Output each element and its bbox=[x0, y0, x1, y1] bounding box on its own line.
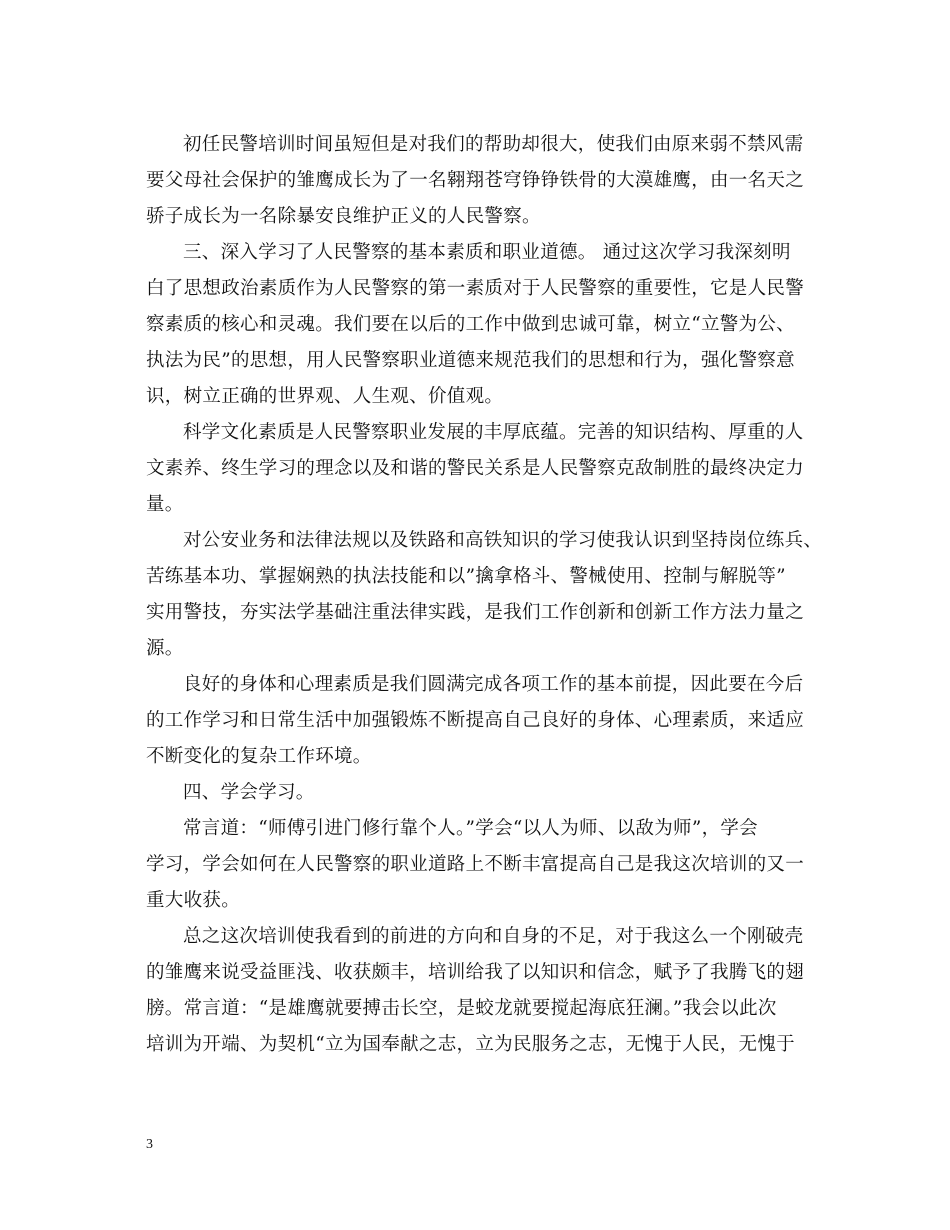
text-line: 良好的身体和心理素质是我们圆满完成各项工作的基本前提，因此要在今后 bbox=[183, 674, 804, 695]
text-line: 执法为民”的思想，用人民警察职业道德来规范我们的思想和行为，强化警察意 bbox=[146, 350, 795, 371]
text-line: 四、学会学习。 bbox=[183, 782, 315, 803]
page-number: 3 bbox=[146, 1137, 153, 1152]
text-line: 的工作学习和日常生活中加强锻炼不断提高自己良好的身体、心理素质，来适应 bbox=[146, 710, 805, 731]
text-line: 量。 bbox=[146, 494, 184, 515]
text-line: 常言道：“师傅引进门修行靠个人。”学会“以人为师、以敌为师”，学会 bbox=[183, 818, 758, 839]
text-line: 白了思想政治素质作为人民警察的第一素质对于人民警察的重要性，它是人民警 bbox=[146, 278, 805, 299]
text-line: 培训为开端、为契机“立为国奉献之志，立为民服务之志，无愧于人民，无愧于 bbox=[146, 1034, 795, 1055]
text-line: 识，树立正确的世界观、人生观、价值观。 bbox=[146, 386, 504, 407]
text-line: 三、深入学习了人民警察的基本素质和职业道德。 通过这次学习我深刻明 bbox=[183, 242, 791, 263]
text-line: 膀。常言道：“是雄鹰就要搏击长空，是蛟龙就要搅起海底狂澜。”我会以此次 bbox=[146, 998, 777, 1019]
text-line: 学习，学会如何在人民警察的职业道路上不断丰富提高自己是我这次培训的又一 bbox=[146, 854, 805, 875]
text-line: 文素养、终生学习的理念以及和谐的警民关系是人民警察克敌制胜的最终决定力 bbox=[146, 458, 805, 479]
text-line: 科学文化素质是人民警察职业发展的丰厚底蕴。完善的知识结构、厚重的人 bbox=[183, 422, 804, 443]
text-line: 初任民警培训时间虽短但是对我们的帮助却很大，使我们由原来弱不禁风需 bbox=[183, 134, 804, 155]
text-line: 骄子成长为一名除暴安良维护正义的人民警察。 bbox=[146, 206, 541, 227]
text-line: 苦练基本功、掌握娴熟的执法技能和以”擒拿格斗、警械使用、控制与解脱等” bbox=[146, 566, 786, 587]
text-line: 实用警技，夯实法学基础注重法律实践，是我们工作创新和创新工作方法力量之 bbox=[146, 602, 805, 623]
text-line: 要父母社会保护的雏鹰成长为了一名翱翔苍穹铮铮铁骨的大漠雄鹰，由一名天之 bbox=[146, 170, 805, 191]
text-line: 的雏鹰来说受益匪浅、收获颇丰，培训给我了以知识和信念，赋予了我腾飞的翅 bbox=[146, 962, 805, 983]
text-line: 源。 bbox=[146, 638, 184, 659]
text-line: 总之这次培训使我看到的前进的方向和自身的不足，对于我这么一个刚破壳 bbox=[183, 926, 804, 947]
text-line: 察素质的核心和灵魂。我们要在以后的工作中做到忠诚可靠，树立“立警为公、 bbox=[146, 314, 795, 335]
text-line: 对公安业务和法律法规以及铁路和高铁知识的学习使我认识到坚持岗位练兵、 bbox=[183, 530, 823, 551]
text-line: 不断变化的复杂工作环境。 bbox=[146, 746, 372, 767]
text-line: 重大收获。 bbox=[146, 890, 241, 911]
